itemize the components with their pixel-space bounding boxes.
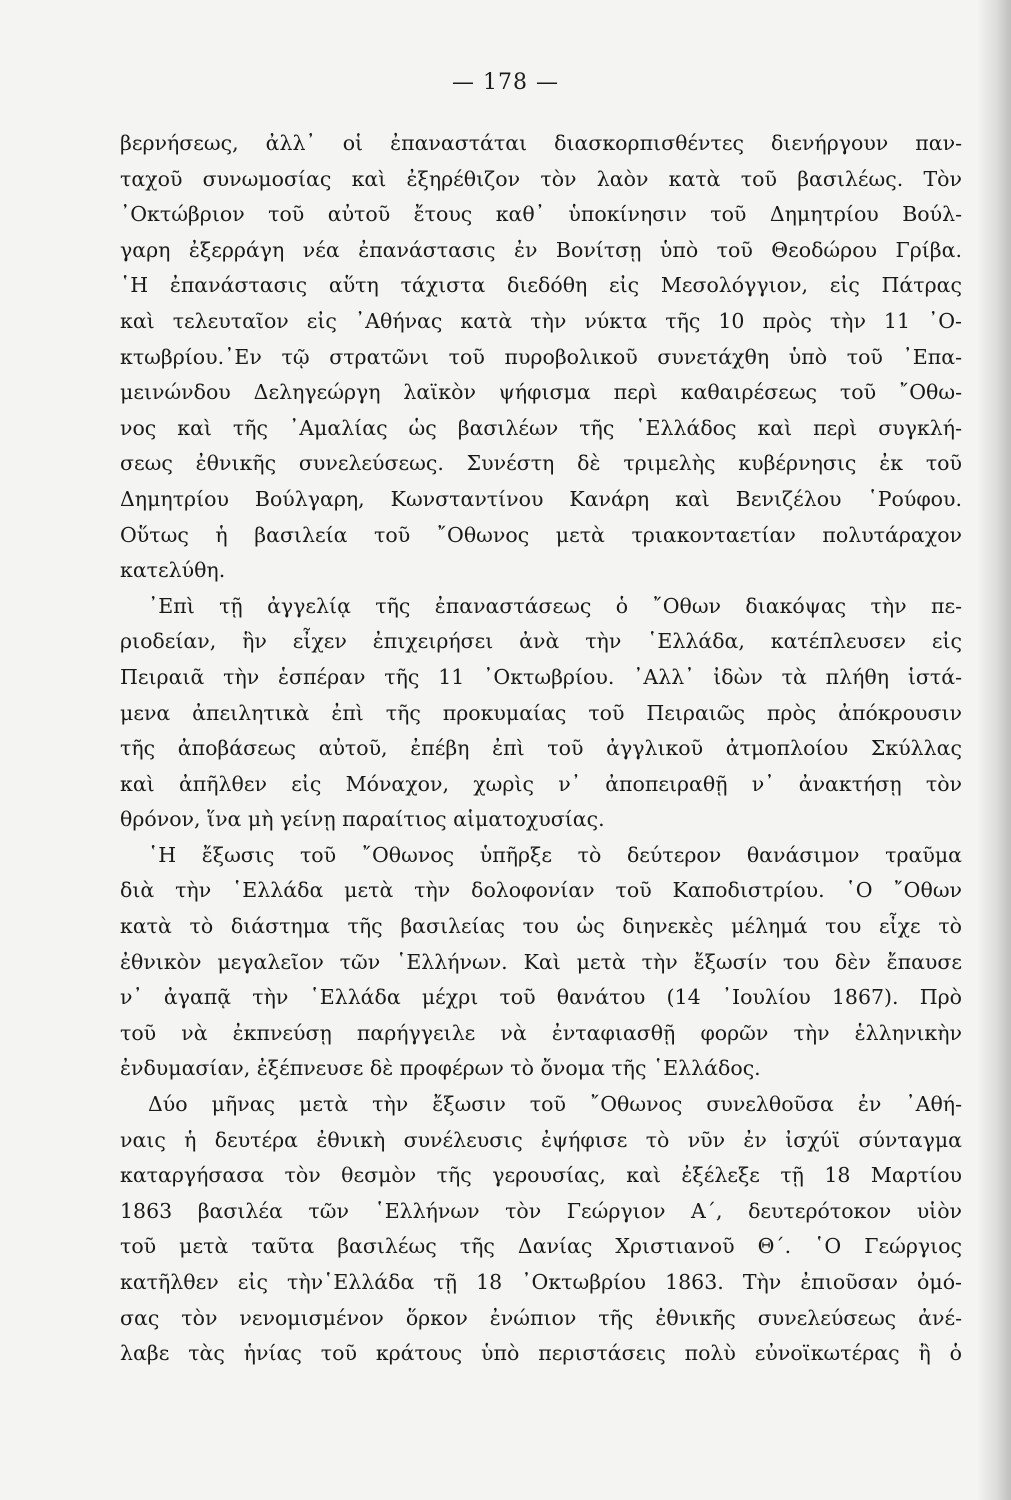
text-line: καὶ ἀπῆλθεν εἰς Μόναχον, χωρὶς ν᾽ ἀποπειραθῇ ν᾽ ἀνακτήσῃ τὸν: [120, 771, 962, 796]
text-line: ᾽Οκτώβριον τοῦ αὐτοῦ ἔτους καθ᾽ ὑποκίνησιν τοῦ Δημητρίου Βούλ-: [120, 202, 962, 227]
text-line: μενα ἀπειλητικὰ ἐπὶ τῆς προκυμαίας τοῦ Πειραιῶς πρὸς ἀπόκρουσιν: [120, 700, 962, 725]
text-line: τῆς ἀποβάσεως αὐτοῦ, ἐπέβη ἐπὶ τοῦ ἀγγλικοῦ ἀτμοπλοίου Σκύλλας: [120, 736, 962, 761]
text-line: ταχοῦ συνωμοσίας καὶ ἐξηρέθιζον τὸν λαὸν κατὰ τοῦ βασιλέως. Τὸν: [120, 166, 962, 191]
text-line: Δύο μῆνας μετὰ τὴν ἔξωσιν τοῦ ῎Οθωνος συνελθοῦσα ἐν ᾽Αθή-: [148, 1092, 962, 1117]
text-line: ῾Η ἐπανάστασις αὕτη τάχιστα διεδόθη εἰς Μεσολόγγιον, εἰς Πάτρας: [120, 273, 962, 298]
text-line: διὰ τὴν ῾Ελλάδα μετὰ τὴν δολοφονίαν τοῦ Καποδιστρίου. ῾Ο ῎Οθων: [120, 878, 962, 903]
text-line: καὶ τελευταῖον εἰς ᾽Αθήνας κατὰ τὴν νύκτα τῆς 10 πρὸς τὴν 11 ᾽Ο-: [120, 308, 962, 333]
page-number: — 178 —: [452, 70, 559, 95]
body-text: [120, 126, 962, 1372]
text-line: σεως ἐθνικῆς συνελεύσεως. Συνέστη δὲ τριμελὴς κυβέρνησις ἐκ τοῦ: [120, 451, 962, 476]
text-line: ἐνδυμασίαν, ἐξέπνευσε δὲ προφέρων τὸ ὄνομα τῆς ῾Ελλάδος.: [120, 1056, 761, 1081]
text-line: γαρη ἐξερράγη νέα ἐπανάστασις ἐν Βονίτσῃ ὑπὸ τοῦ Θεοδώρου Γρίβα.: [120, 237, 962, 262]
text-line: τοῦ μετὰ ταῦτα βασιλέως τῆς Δανίας Χριστιανοῦ Θ´. ῾Ο Γεώργιος: [120, 1234, 962, 1259]
text-line: ῾Η ἔξωσις τοῦ ῎Οθωνος ὑπῆρξε τὸ δεύτερον θανάσιμον τραῦμα: [148, 842, 962, 867]
text-line: Οὕτως ἡ βασιλεία τοῦ ῎Οθωνος μετὰ τριακονταετίαν πολυτάραχον: [120, 522, 962, 547]
text-line: τοῦ νὰ ἐκπνεύσῃ παρήγγειλε νὰ ἐνταφιασθῇ φορῶν τὴν ἑλληνικὴν: [120, 1020, 962, 1045]
text-line: θρόνον, ἵνα μὴ γείνῃ παραίτιος αἱματοχυσίας.: [120, 807, 605, 832]
text-line: σας τὸν νενομισμένον ὅρκον ἐνώπιον τῆς ἐθνικῆς συνελεύσεως ἀνέ-: [120, 1305, 962, 1330]
text-line: ν᾽ ἀγαπᾷ τὴν ῾Ελλάδα μέχρι τοῦ θανάτου (14 ᾽Ιουλίου 1867). Πρὸ: [120, 985, 962, 1010]
text-line: κατὰ τὸ διάστημα τῆς βασιλείας του ὡς διηνεκὲς μέλημά του εἶχε τὸ: [120, 914, 962, 939]
text-line: Δημητρίου Βούλγαρη, Κωνσταντίνου Κανάρη καὶ Βενιζέλου ῾Ρούφου.: [120, 486, 962, 511]
text-line: λαβε τὰς ἡνίας τοῦ κράτους ὑπὸ περιστάσεις πολὺ εὐνοϊκωτέρας ἢ ὁ: [120, 1341, 962, 1366]
text-line: μεινώνδου Δεληγεώργη λαϊκὸν ψήφισμα περὶ καθαιρέσεως τοῦ ῎Οθω-: [120, 380, 962, 405]
text-line: ἐθνικὸν μεγαλεῖον τῶν ῾Ελλήνων. Καὶ μετὰ τὴν ἔξωσίν του δὲν ἔπαυσε: [120, 949, 962, 974]
text-line: κατῆλθεν εἰς τὴν῾Ελλάδα τῇ 18 ᾽Οκτωβρίου 1863. Τὴν ἐπιοῦσαν ὀμό-: [120, 1270, 962, 1294]
text-line: νος καὶ τῆς ᾽Αμαλίας ὡς βασιλέων τῆς ῾Ελλάδος καὶ περὶ συγκλή-: [120, 415, 962, 440]
text-line: καταργήσασα τὸν θεσμὸν τῆς γερουσίας, καὶ ἐξέλεξε τῇ 18 Μαρτίου: [120, 1163, 962, 1188]
text-line: Πειραιᾶ τὴν ἑσπέραν τῆς 11 ᾽Οκτωβρίου. ᾽Αλλ᾽ ἰδὼν τὰ πλήθη ἱστά-: [120, 664, 962, 689]
text-line: 1863 βασιλέα τῶν ῾Ελλήνων τὸν Γεώργιον Α´, δευτερότοκον υἱὸν: [120, 1198, 962, 1223]
text-line: κτωβρίου.᾽Εν τῷ στρατῶνι τοῦ πυροβολικοῦ συνετάχθη ὑπὸ τοῦ ᾽Επα-: [120, 344, 962, 369]
text-line: ᾽Επὶ τῇ ἀγγελίᾳ τῆς ἐπαναστάσεως ὁ ῎Οθων διακόψας τὴν πε-: [148, 593, 962, 618]
text-line: κατελύθη.: [120, 558, 226, 583]
text-line: ναις ἡ δευτέρα ἐθνικὴ συνέλευσις ἐψήφισε τὸ νῦν ἐν ἰσχύϊ σύνταγμα: [120, 1127, 962, 1152]
page-edge-shadow: [977, 0, 1011, 1500]
text-line: ριοδείαν, ἣν εἶχεν ἐπιχειρήσει ἀνὰ τὴν ῾Ελλάδα, κατέπλευσεν εἰς: [120, 629, 962, 654]
text-line: βερνήσεως, ἀλλ᾽ οἱ ἐπαναστάται διασκορπισθέντες διενήργουν παν-: [120, 131, 962, 155]
